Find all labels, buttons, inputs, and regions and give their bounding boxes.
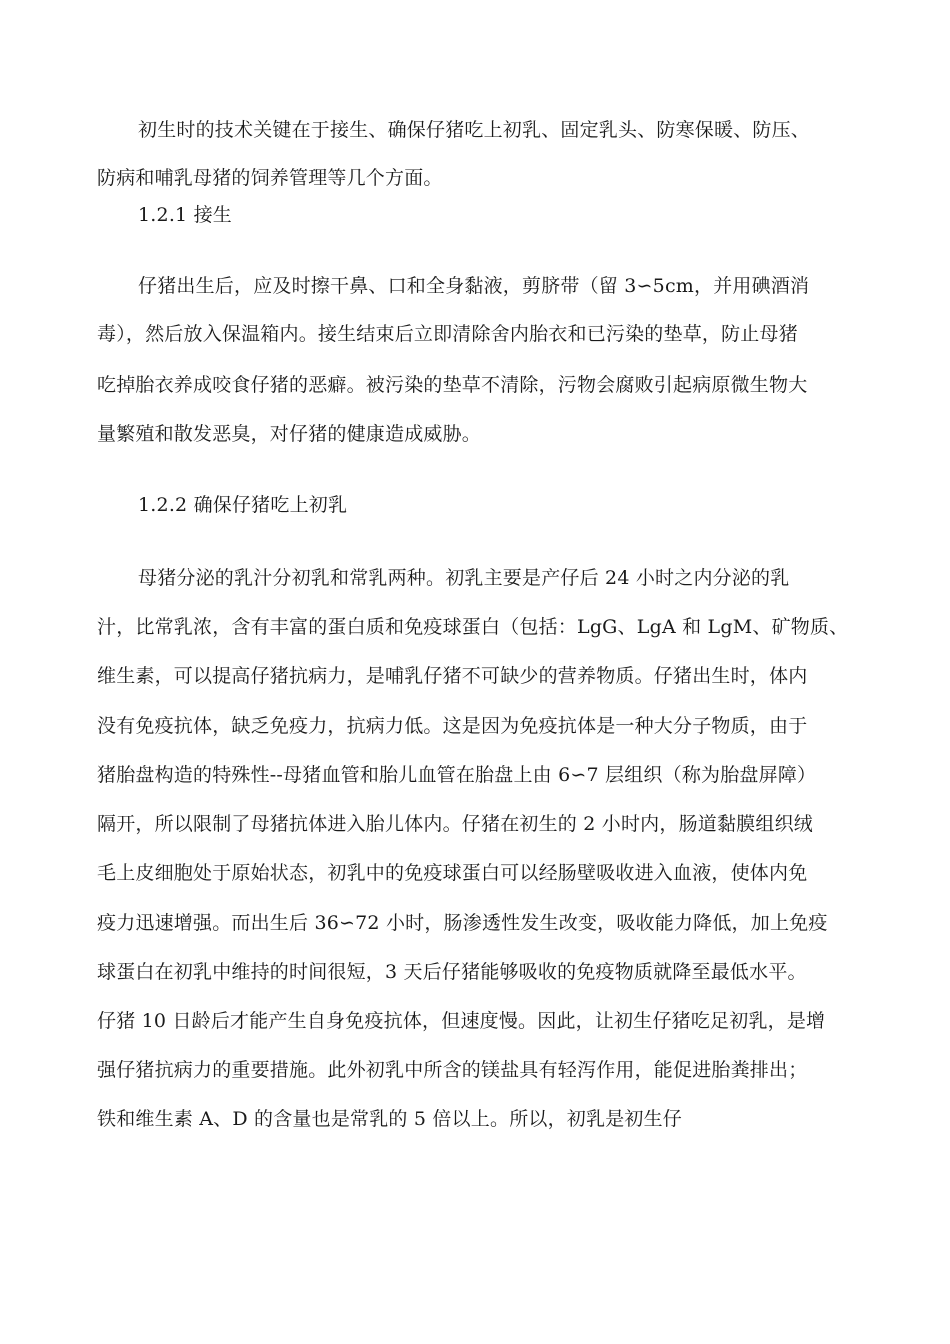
text-line: 量繁殖和散发恶臭，对仔猪的健康造成威胁。 <box>97 423 482 445</box>
section-heading: 1.2.2 确保仔猪吃上初乳 <box>138 494 348 516</box>
text-line: 毒），然后放入保温箱内。接生结束后立即清除舍内胎衣和已污染的垫草，防止母猪 <box>97 323 798 345</box>
text-line: 汁，比常乳浓，含有丰富的蛋白质和免疫球蛋白（包括：LgG、LgA 和 LgM、矿物质、 <box>97 616 849 638</box>
text-line: 初生时的技术关键在于接生、确保仔猪吃上初乳、固定乳头、防寒保暖、防压、 <box>138 119 811 141</box>
text-line: 防病和哺乳母猪的饲养管理等几个方面。 <box>97 167 443 189</box>
text-line: 猪胎盘构造的特殊性--母猪血管和胎儿血管在胎盘上由 6∽7 层组织（称为胎盘屏障） <box>97 764 817 786</box>
text-line: 吃掉胎衣养成咬食仔猪的恶癖。被污染的垫草不清除，污物会腐败引起病原微生物大 <box>97 374 808 396</box>
text-line: 没有免疫抗体，缺乏免疫力，抗病力低。这是因为免疫抗体是一种大分子物质，由于 <box>97 715 808 737</box>
text-line: 母猪分泌的乳汁分初乳和常乳两种。初乳主要是产仔后 24 小时之内分泌的乳 <box>138 567 790 589</box>
text-line: 毛上皮细胞处于原始状态，初乳中的免疫球蛋白可以经肠壁吸收进入血液，使体内免 <box>97 862 808 884</box>
text-line: 疫力迅速增强。而出生后 36∽72 小时，肠渗透性发生改变，吸收能力降低，加上免疫 <box>97 912 828 934</box>
text-line: 球蛋白在初乳中维持的时间很短，3 天后仔猪能够吸收的免疫物质就降至最低水平。 <box>97 961 807 983</box>
section-heading: 1.2.1 接生 <box>138 204 232 226</box>
text-line: 强仔猪抗病力的重要措施。此外初乳中所含的镁盐具有轻泻作用，能促进胎粪排出； <box>97 1059 808 1081</box>
text-line: 仔猪 10 日龄后才能产生自身免疫抗体，但速度慢。因此，让初生仔猪吃足初乳，是增 <box>97 1010 826 1032</box>
text-line: 铁和维生素 A、D 的含量也是常乳的 5 倍以上。所以，初乳是初生仔 <box>97 1108 683 1130</box>
text-line: 隔开，所以限制了母猪抗体进入胎儿体内。仔猪在初生的 2 小时内，肠道黏膜组织绒 <box>97 813 813 835</box>
text-line: 维生素，可以提高仔猪抗病力，是哺乳仔猪不可缺少的营养物质。仔猪出生时，体内 <box>97 665 808 687</box>
text-line: 仔猪出生后，应及时擦干鼻、口和全身黏液，剪脐带（留 3∽5cm，并用碘酒消 <box>138 275 810 297</box>
